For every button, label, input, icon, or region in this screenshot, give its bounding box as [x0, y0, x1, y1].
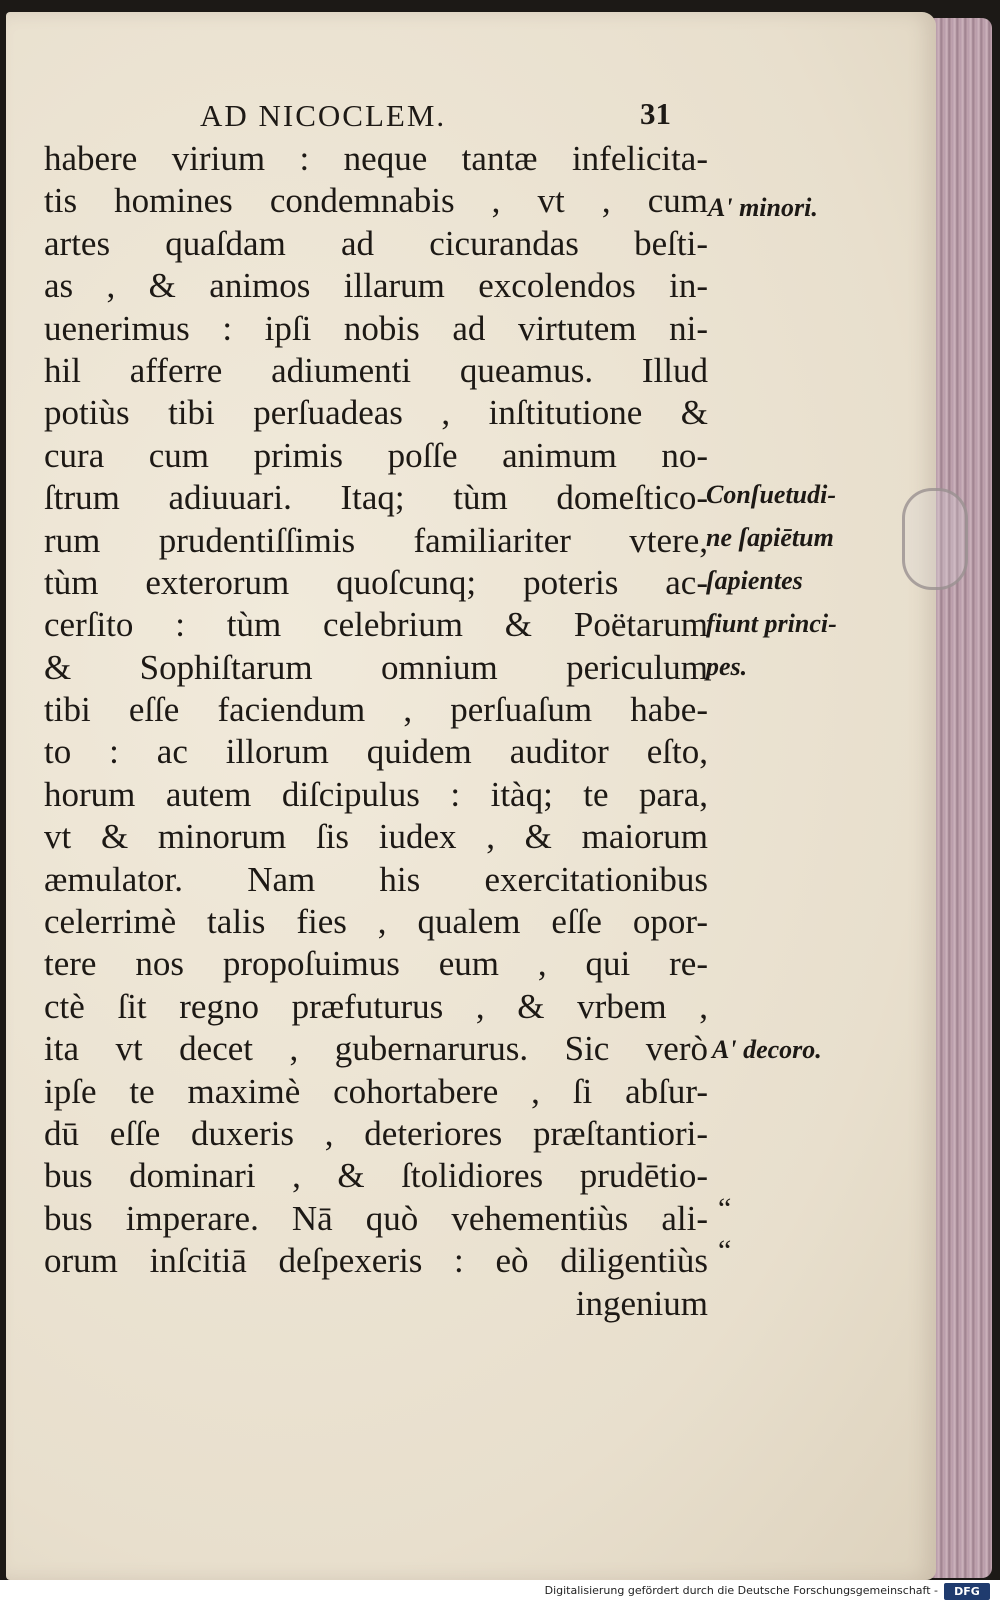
show-through: [776, 142, 926, 1342]
text-line: ipſe te maximè cohortabere , ſi abſur-: [44, 1071, 708, 1111]
quote-mark: “: [718, 1192, 732, 1225]
catchword: ingenium: [575, 1283, 708, 1323]
marginal-note-minori: A' minori.: [708, 193, 818, 222]
text-line: to : ac illorum quidem auditor eſto,: [44, 732, 708, 772]
text-line: rum prudentiſſimis familiariter vtere,: [44, 520, 708, 560]
footer-credit: Digitalisierung gefördert durch die Deutsche Forschungsgemeinschaft -: [544, 1584, 938, 1597]
marginal-note-line-5: pes.: [706, 652, 748, 681]
text-line: tùm exterorum quoſcunq; poteris ac-: [44, 562, 708, 602]
text-line: tere nos propoſuimus eum , qui re-: [44, 944, 708, 984]
text-line: dū eſſe duxeris , deteriores præſtantiori-: [44, 1113, 708, 1153]
marginal-note-line-1: Conſuetudi-: [706, 480, 837, 509]
text-line: tibi eſſe faciendum , perſuaſum habe-: [44, 690, 708, 730]
text-line: bus imperare. Nā quò vehementiùs ali-: [44, 1198, 708, 1238]
text-line: bus dominari , & ſtolidiores prudētio-: [44, 1156, 708, 1196]
marginal-note-line-3: ſapientes: [706, 566, 803, 595]
text-line: & Sophiſtarum omnium periculum: [44, 647, 708, 687]
text-line: cura cum primis poſſe animum no-: [44, 435, 708, 475]
page-clip: [902, 488, 968, 590]
text-line: uenerimus : ipſi nobis ad virtutem ni-: [44, 308, 708, 348]
dfg-logo: DFG: [944, 1583, 990, 1600]
text-line: potiùs tibi perſuadeas , inſtitutione &: [44, 393, 708, 433]
text-line: orum inſcitiā deſpexeris : eò diligentiùs: [44, 1241, 708, 1281]
text-line: tis homines condemnabis , vt , cum: [44, 181, 708, 221]
text-line: ctè ſit regno præfuturus , & vrbem ,: [44, 986, 708, 1026]
text-line: ſtrum adiuuari. Itaq; tùm domeſtico-: [44, 478, 708, 518]
text-line: hil afferre adiumenti queamus. Illud: [44, 350, 708, 390]
page-number: 31: [640, 96, 671, 131]
footer-bar: [0, 1580, 1000, 1604]
text-line: habere virium : neque tantæ infelicita-: [44, 139, 708, 178]
text-line: vt & minorum ſis iudex , & maiorum: [44, 817, 708, 857]
text-line: ita vt decet , gubernarurus. Sic verò: [44, 1029, 708, 1069]
text-line: artes quaſdam ad cicurandas beſti-: [44, 223, 708, 263]
marginal-note-decoro: A' decoro.: [712, 1035, 822, 1064]
quote-mark: “: [718, 1234, 732, 1267]
text-line: celerrimè talis fies , qualem eſſe opor-: [44, 902, 708, 942]
text-line: cerſito : tùm celebrium & Poëtarum: [44, 605, 708, 645]
body-text: [44, 138, 708, 1325]
running-head: AD NICOCLEM.: [200, 98, 447, 133]
text-line: horum autem diſcipulus : itàq; te para,: [44, 774, 708, 814]
marginal-note-line-4: fiunt princi-: [706, 609, 837, 638]
marginal-note-line-2: ne ſapiētum: [706, 523, 834, 552]
text-line: æmulator. Nam his exercitationibus: [44, 859, 708, 899]
text-line: as , & animos illarum excolendos in-: [44, 266, 708, 306]
